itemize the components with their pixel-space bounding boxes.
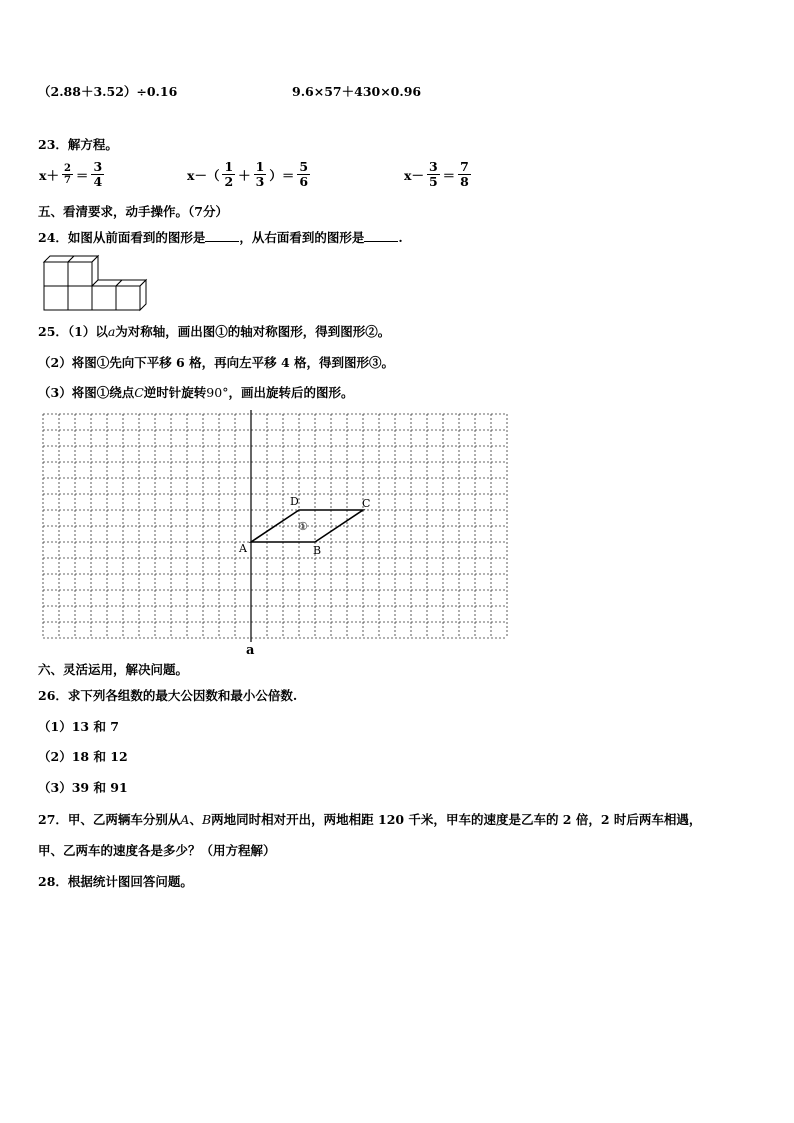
label-D: D [290, 495, 299, 508]
question-27-line-1: 27．甲、乙两辆车分别从A、B两地同时相对开出，两地相距 120 千米，甲车的速度是乙车的 2 倍，2 时后两车相遇， [38, 812, 702, 827]
grid-figure [40, 410, 510, 655]
expression-2: 9.6×57＋430×0.96 [292, 84, 422, 99]
expression-1: （2.88＋3.52）÷0.16 [38, 84, 178, 99]
question-26-item-1: （1）13 和 7 [38, 719, 119, 734]
answer-blank-front[interactable] [205, 229, 239, 242]
question-25-part-2: （2）将图①先向下平移 6 格，再向左平移 4 格，得到图形③。 [38, 355, 395, 370]
label-C: C [362, 497, 371, 510]
label-figure-1: ① [298, 520, 308, 533]
question-25-part-3: （3）将图①绕点C逆时针旋转90°，画出旋转后的图形。 [38, 385, 354, 400]
label-A: A [239, 542, 247, 555]
question-25-part-1: 25．（1）以a为对称轴，画出图①的轴对称图形，得到图形②。 [38, 324, 391, 339]
eq2-frac1: $\frac{1}{2}$ [224, 159, 234, 189]
label-axis-a: a [246, 643, 255, 655]
cube-figure [36, 254, 152, 316]
eq2-frac2: $\frac{1}{3}$ [255, 159, 265, 189]
section-6-heading: 六、灵活运用，解决问题。 [38, 662, 189, 677]
eq2-frac3: $\frac{5}{6}$ [299, 159, 309, 189]
question-26-title: 26．求下列各组数的最大公因数和最小公倍数. [38, 688, 298, 703]
equation-3: x－ $\frac{3}{5}$ ＝ $\frac{7}{8}$ [404, 159, 469, 189]
equation-1: x＋ $\frac{2}{7}$ ＝ $\frac{3}{4}$ [39, 159, 103, 189]
question-28-title: 28．根据统计图回答问题。 [38, 874, 193, 889]
eq1-frac2: $\frac{3}{4}$ [93, 159, 103, 189]
question-26-item-3: （3）39 和 91 [38, 780, 128, 795]
answer-blank-right[interactable] [364, 229, 398, 242]
section-5-heading: 五、看清要求，动手操作。（7分） [38, 204, 228, 219]
question-23-title: 23．解方程。 [38, 137, 118, 152]
question-24: 24．如图从前面看到的图形是 ，从右面看到的图形是 . [38, 230, 403, 245]
eq3-frac1: $\frac{3}{5}$ [428, 159, 438, 189]
eq1-x: x＋ [39, 167, 59, 183]
eq3-frac2: $\frac{7}{8}$ [460, 159, 469, 189]
question-27-line-2: 甲、乙两车的速度各是多少？（用方程解） [38, 843, 276, 858]
label-B: B [313, 544, 322, 557]
eq1-frac1: $\frac{2}{7}$ [63, 163, 71, 186]
equation-2: x－（ $\frac{1}{2}$ ＋ $\frac{1}{3}$ ）＝ $\frac{5}{6}$ [187, 159, 309, 189]
question-26-item-2: （2）18 和 12 [38, 749, 128, 764]
